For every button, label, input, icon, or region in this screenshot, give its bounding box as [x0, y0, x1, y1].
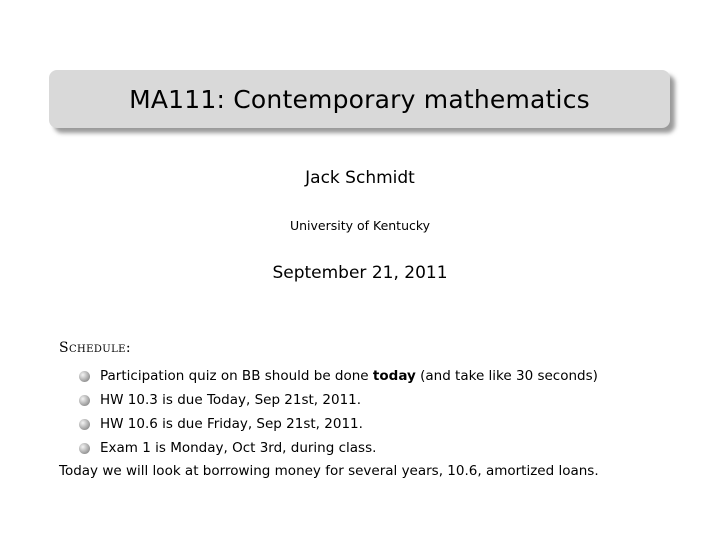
schedule-item-text-start: Participation quiz on BB should be done — [100, 368, 373, 384]
bullet-icon — [79, 371, 90, 382]
closing-text: Today we will look at borrowing money for several years, 10.6, amortized loans. — [59, 463, 599, 479]
institute-name: University of Kentucky — [289, 218, 431, 233]
schedule-item — [79, 364, 598, 388]
schedule-item — [79, 388, 598, 412]
bullet-icon — [79, 395, 90, 406]
schedule-item-text: HW 10.6 is due Friday, Sep 21st, 2011. — [100, 416, 363, 432]
schedule-item-text: Exam 1 is Monday, Oct 3rd, during class. — [100, 440, 377, 456]
schedule-item — [79, 436, 598, 460]
schedule-item — [79, 412, 598, 436]
schedule-item-text-end: (and take like 30 seconds) — [415, 368, 598, 384]
schedule-heading: Schedule: — [59, 340, 131, 356]
title-box — [49, 70, 670, 128]
schedule-item-text — [100, 368, 598, 384]
schedule-item-emphasis: today — [372, 368, 416, 384]
bullet-icon — [79, 419, 90, 430]
slide-title: MA111: Contemporary mathematics — [129, 84, 590, 114]
schedule-item-text: HW 10.3 is due Today, Sep 21st, 2011. — [100, 392, 362, 408]
slide-date: September 21, 2011 — [272, 263, 448, 283]
bullet-icon — [79, 443, 90, 454]
author-name: Jack Schmidt — [305, 168, 415, 188]
schedule-list — [79, 364, 598, 460]
